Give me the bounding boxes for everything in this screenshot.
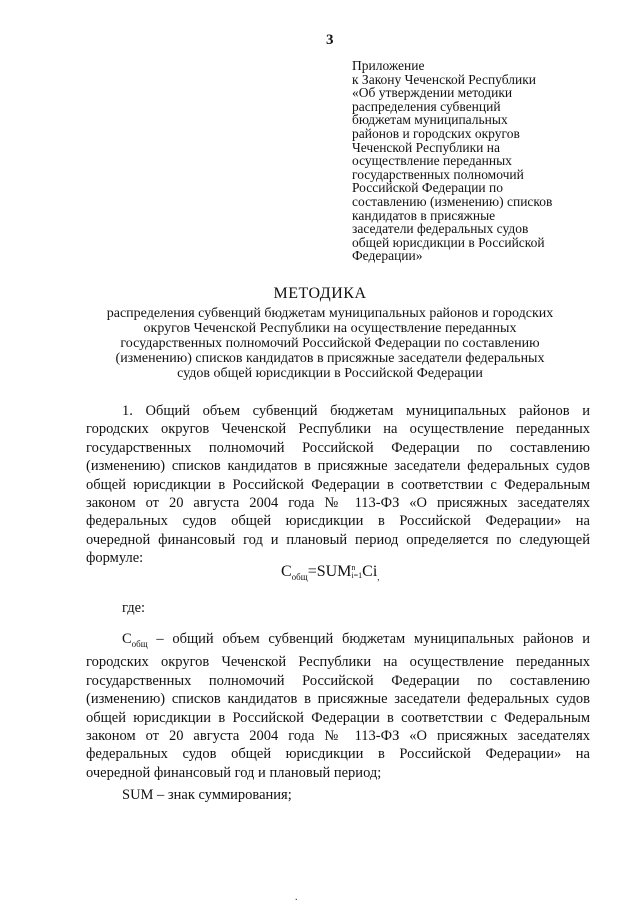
appendix-line: кандидатов в присяжные	[352, 207, 496, 223]
paragraph-2	[86, 630, 590, 782]
appendix-line: бюджетам муниципальных	[352, 112, 508, 128]
appendix-block	[352, 59, 602, 263]
c-symbol-sub: общ	[131, 638, 148, 649]
appendix-line: распределения субвенций	[352, 98, 501, 114]
page-number: 3	[326, 32, 334, 48]
formula-sum: SUM	[316, 563, 352, 580]
appendix-line: Чеченской Республики на	[352, 139, 500, 155]
sum-definition: SUM – знак суммирования;	[122, 787, 292, 803]
appendix-line: государственных полномочий	[352, 166, 524, 182]
subtitle-line: судов общей юрисдикции в Российской Федерации	[177, 366, 483, 381]
para1-line: городских округов Чеченской Республики на осуществление переданных	[86, 421, 590, 438]
appendix-line: Российской Федерации по	[352, 180, 504, 196]
formula-ci: Ci	[362, 563, 378, 580]
footer-mark: .	[295, 892, 298, 903]
document-title: МЕТОДИКА	[273, 285, 367, 302]
formula-eq: =	[307, 563, 317, 580]
para1-line: государственных полномочий Российской Федерации по составлению	[86, 439, 590, 456]
subtitle-line: (изменению) списков кандидатов в присяжные заседатели федеральных	[115, 351, 545, 366]
appendix-line: «Об утверждении методики	[352, 85, 513, 101]
formula	[281, 563, 380, 582]
para2-line: городских округов Чеченской Республики на осуществление переданных	[86, 654, 590, 671]
para2-line: федеральных судов общей юрисдикции в Российской Федерации» на	[86, 746, 590, 763]
where-label: где:	[122, 600, 146, 616]
appendix-line: Приложение	[352, 58, 425, 73]
appendix-line: осуществление переданных	[352, 153, 512, 169]
subtitle-line: распределения субвенций бюджетам муниципальных районов и городских	[106, 306, 554, 321]
para1-line: законом от 20 августа 2004 года № 113-ФЗ «О присяжных заседателях	[86, 495, 590, 512]
formula-indices	[351, 564, 362, 580]
para1-line: очередной финансовый год и плановый период определяется по следующей	[86, 531, 590, 548]
document-subtitle	[60, 306, 600, 381]
formula-sub: i=1	[351, 571, 363, 580]
formula-comma: ,	[377, 572, 380, 583]
subtitle-line: округов Чеченской Республики на осуществление переданных	[143, 321, 517, 336]
appendix-line: Федерации»	[352, 248, 423, 264]
para2-line: (изменению) списков кандидатов в присяжные заседатели федеральных судов	[86, 691, 590, 708]
paragraph-2-first-text: – общий объем субвенций бюджетам муниципальных районов и	[147, 631, 590, 647]
para1-line: 1. Общий объем субвенций бюджетам муниципальных районов и	[122, 403, 590, 419]
c-symbol: C	[122, 631, 132, 647]
appendix-line: общей юрисдикции в Российской	[352, 234, 545, 250]
formula-sup: n	[351, 563, 356, 572]
para2-line: законом от 20 августа 2004 года № 113-ФЗ «О присяжных заседателях	[86, 727, 590, 744]
subtitle-line: государственных полномочий Российской Федерации по составлению	[120, 336, 540, 351]
appendix-line: к Закону Чеченской Республики	[352, 71, 537, 87]
formula-c-sub: общ	[291, 572, 308, 583]
para2-line: государственных полномочий Российской Федерации по составлению	[86, 672, 590, 689]
para1-line: федеральных судов общей юрисдикции в Российской Федерации» на	[86, 513, 590, 530]
paragraph-2-first-line	[86, 630, 590, 653]
paragraph-2-lines	[86, 653, 590, 782]
para1-line: формуле:	[86, 550, 144, 567]
para1-line: общей юрисдикции в Российской Федерации в соответствии с Федеральным	[86, 476, 590, 493]
appendix-line: составлению (изменению) списков	[352, 193, 553, 209]
para2-line: очередной финансовый год и плановый период;	[86, 764, 382, 781]
paragraph-1	[86, 402, 590, 568]
appendix-line: заседатели федеральных судов	[352, 221, 529, 237]
para2-line: общей юрисдикции в Российской Федерации в соответствии с Федеральным	[86, 709, 590, 726]
appendix-line: районов и городских округов	[352, 125, 520, 141]
formula-c: C	[281, 563, 292, 580]
para1-line: (изменению) списков кандидатов в присяжные заседатели федеральных судов	[86, 458, 590, 475]
